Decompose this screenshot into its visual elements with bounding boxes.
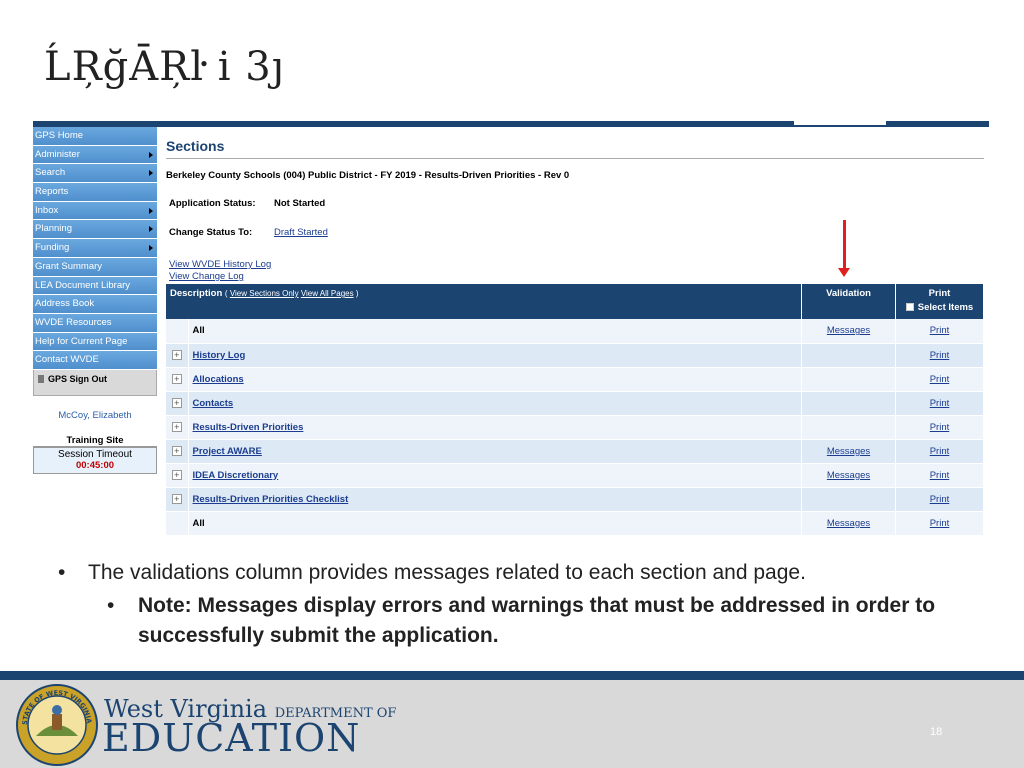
sidebar-item[interactable]: [33, 220, 157, 239]
expand-cell: [166, 487, 188, 511]
expand-cell: [166, 463, 188, 487]
sidebar-item[interactable]: [33, 295, 157, 314]
print-header: [896, 284, 984, 319]
validation-messages-link[interactable]: Messages: [802, 463, 896, 487]
bullet-icon: •: [58, 561, 66, 584]
history-log-link[interactable]: View WVDE History Log: [169, 259, 272, 270]
sidebar-item[interactable]: [33, 127, 157, 146]
view-links: [225, 289, 359, 298]
chevron-right-icon: [149, 226, 153, 232]
paren-open: (: [224, 289, 228, 298]
expand-plus-icon[interactable]: +: [172, 446, 182, 456]
validation-messages-link: [802, 487, 896, 511]
print-link[interactable]: Print: [896, 511, 984, 535]
validation-messages-link: [802, 343, 896, 367]
sections-page: [166, 138, 986, 283]
sidebar-item-label: Contact WVDE: [35, 354, 99, 366]
select-items-checkbox[interactable]: [906, 303, 914, 311]
session-timeout: [33, 447, 157, 474]
sign-out-button[interactable]: [33, 370, 157, 396]
sidebar-item-label: Administer: [35, 148, 80, 160]
change-log-link[interactable]: View Change Log: [169, 271, 244, 282]
table-row: [166, 367, 984, 391]
org-name-dept: DEPARTMENT OF: [274, 706, 397, 721]
print-link[interactable]: Print: [896, 319, 984, 343]
sidebar-item[interactable]: [33, 333, 157, 352]
sidebar-item[interactable]: [33, 277, 157, 296]
user-name: McCoy, Elizabeth: [58, 409, 132, 421]
page-title: Sections: [166, 138, 984, 159]
section-name[interactable]: Results-Driven Priorities Checklist: [188, 487, 802, 511]
sidebar-item-label: GPS Home: [35, 130, 84, 141]
bullet-main: [58, 561, 806, 585]
sign-out-label: GPS Sign Out: [48, 373, 108, 384]
change-status-label: Change Status To:: [169, 227, 253, 238]
expand-cell: [166, 367, 188, 391]
annotation-arrow-head: [838, 268, 850, 277]
validation-messages-link: [802, 391, 896, 415]
sections-table: [166, 284, 984, 536]
section-name[interactable]: History Log: [188, 343, 802, 367]
section-name[interactable]: Results-Driven Priorities: [188, 415, 802, 439]
description-header: [166, 284, 802, 319]
application-status-row: [166, 198, 986, 210]
expand-cell: [166, 319, 188, 343]
validation-messages-link[interactable]: Messages: [802, 319, 896, 343]
section-name: All: [188, 319, 802, 343]
validation-messages-link[interactable]: Messages: [802, 439, 896, 463]
change-status-link[interactable]: Draft Started: [274, 227, 328, 238]
validation-header: Validation: [802, 284, 896, 319]
expand-plus-icon[interactable]: +: [172, 422, 182, 432]
sidebar-item[interactable]: [33, 351, 157, 370]
table-row: [166, 439, 984, 463]
wv-seal-icon: [16, 684, 98, 766]
sidebar-item-label: WVDE Resources: [35, 316, 112, 328]
section-name[interactable]: Contacts: [188, 391, 802, 415]
slide-title: ĹŖğĀŖŀ i 3ȷ: [44, 44, 286, 90]
bullet-main-text: The validations column provides messages related to each section and page.: [88, 561, 806, 584]
section-name: All: [188, 511, 802, 535]
bullet-note-text: Note: Messages display errors and warnings that must be addressed in order to successfully submit the application.: [138, 594, 936, 647]
page-number: 18: [930, 726, 943, 738]
session-timeout-value: 00:45:00: [75, 459, 115, 471]
table-row: [166, 391, 984, 415]
org-name-wv: West Virginia: [104, 695, 268, 723]
print-link[interactable]: Print: [896, 439, 984, 463]
session-timeout-label: Session Timeout: [58, 448, 132, 460]
training-site-label: Training Site: [33, 435, 157, 447]
expand-plus-icon[interactable]: +: [172, 398, 182, 408]
validation-messages-link[interactable]: Messages: [802, 511, 896, 535]
select-items-label: Select Items: [917, 302, 974, 313]
expand-plus-icon[interactable]: +: [172, 374, 182, 384]
sidebar-item[interactable]: [33, 146, 157, 165]
sidebar-item-label: Grant Summary: [35, 260, 103, 272]
chevron-right-icon: [149, 245, 153, 251]
bullet-icon: •: [107, 594, 115, 617]
sidebar-item-label: Funding: [35, 242, 70, 254]
expand-plus-icon[interactable]: +: [172, 470, 182, 480]
section-name[interactable]: Project AWARE: [188, 439, 802, 463]
table-row: [166, 415, 984, 439]
print-link[interactable]: Print: [896, 415, 984, 439]
table-row: [166, 487, 984, 511]
view-sections-only-link[interactable]: View Sections Only: [229, 289, 299, 298]
sidebar-item-label: Planning: [35, 223, 72, 235]
expand-cell: [166, 343, 188, 367]
expand-cell: [166, 511, 188, 535]
expand-plus-icon[interactable]: +: [172, 494, 182, 504]
print-link[interactable]: Print: [896, 391, 984, 415]
sidebar-item-label: Address Book: [35, 298, 95, 310]
print-link[interactable]: Print: [896, 367, 984, 391]
expand-cell: [166, 415, 188, 439]
application-status-label: Application Status:: [169, 198, 256, 209]
lock-icon: [38, 375, 44, 383]
section-name[interactable]: Allocations: [188, 367, 802, 391]
print-link[interactable]: Print: [896, 343, 984, 367]
log-links: [166, 259, 986, 283]
validation-messages-link: [802, 415, 896, 439]
sidebar-item[interactable]: [33, 239, 157, 258]
bullet-note: [107, 591, 967, 651]
application-status-value: Not Started: [274, 198, 326, 209]
sidebar-item[interactable]: [33, 183, 157, 202]
org-name-line2: EDUCATION: [102, 716, 361, 760]
change-status-row: [166, 227, 986, 239]
sidebar-item-label: Search: [35, 167, 66, 179]
expand-plus-icon[interactable]: +: [172, 350, 182, 360]
sidebar-item-label: LEA Document Library: [35, 279, 131, 291]
table-row: [166, 343, 984, 367]
footer-stripe: [0, 671, 1024, 680]
app-top-tab: [794, 121, 886, 125]
print-link[interactable]: Print: [896, 463, 984, 487]
select-items-control[interactable]: [896, 302, 983, 313]
table-row: [166, 319, 984, 343]
view-all-pages-link[interactable]: View All Pages: [300, 289, 354, 298]
sidebar-item[interactable]: [33, 202, 157, 221]
table-row: [166, 463, 984, 487]
expand-cell: [166, 439, 188, 463]
chevron-right-icon: [149, 208, 153, 214]
sidebar-item-label: Inbox: [35, 204, 59, 216]
district-info: Berkeley County Schools (004) Public District - FY 2019 - Results-Driven Priorities - Rev 0: [166, 170, 570, 181]
sidebar-item[interactable]: [33, 164, 157, 183]
sidebar-item[interactable]: [33, 314, 157, 333]
sidebar-item[interactable]: [33, 258, 157, 277]
section-name[interactable]: IDEA Discretionary: [188, 463, 802, 487]
chevron-right-icon: [149, 152, 153, 158]
description-header-label: Description: [170, 288, 223, 299]
print-header-label: Print: [928, 288, 951, 299]
table-row: [166, 511, 984, 535]
sidebar: [33, 127, 157, 474]
sidebar-item-label: Help for Current Page: [35, 335, 128, 347]
expand-cell: [166, 391, 188, 415]
validation-messages-link: [802, 367, 896, 391]
sections-table-body: [166, 319, 984, 535]
sidebar-nav: [33, 127, 157, 370]
print-link[interactable]: Print: [896, 487, 984, 511]
chevron-right-icon: [149, 170, 153, 176]
paren-close: ): [355, 289, 359, 298]
seal-text: STATE OF WEST VIRGINIA: [20, 688, 94, 726]
annotation-arrow-line: [843, 220, 846, 270]
sidebar-item-label: Reports: [35, 186, 69, 198]
